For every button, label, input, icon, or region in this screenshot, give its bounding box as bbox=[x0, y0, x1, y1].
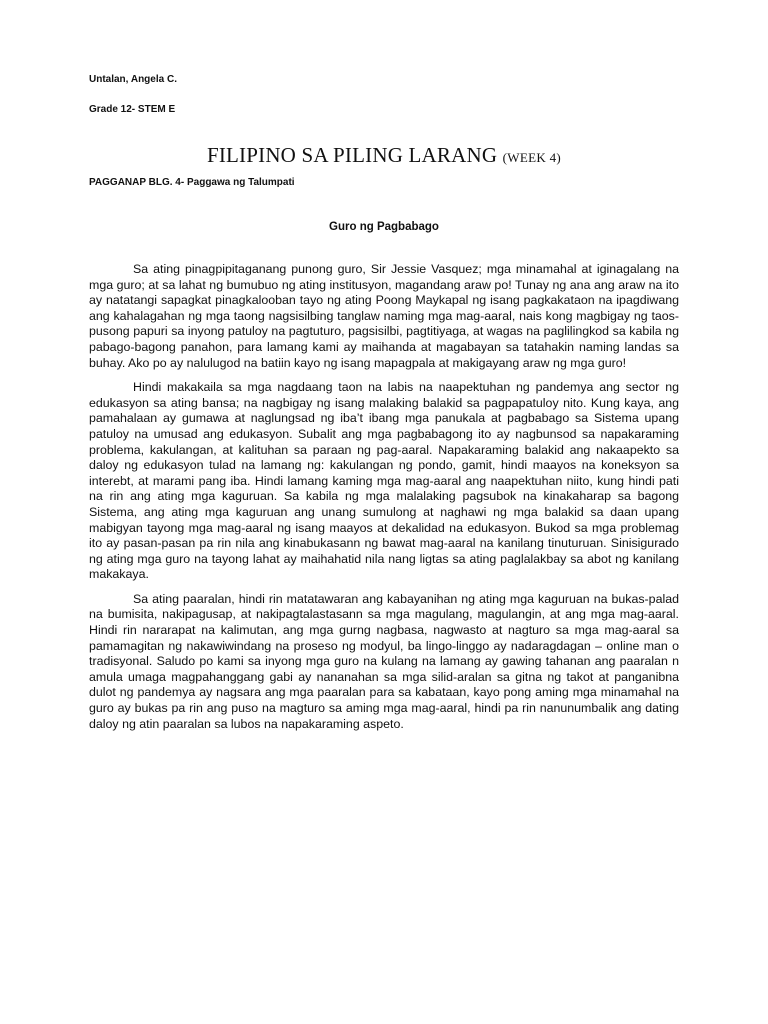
paragraph: Sa ating paaralan, hindi rin matatawaran ang kabayanihan ng ating mga kaguruan na bukas-palad na bumisita, nakipagusap, at nakipagtalastasann sa mga magulang, magulangin, at ang mga mag-aaral. Hindi rin nararapat na kalimutan, ang mga gurng nagbasa, nagwasto at nagturo sa mga mag-aaral sa pamamagitan ng nakawiwindang na proseso ng modyul, ba lingo-linggo ay nadaragdagan – online man o tradisyonal. Saludo po kami sa inyong mga guro na kulang na lamang ay gawing tahanan ang paaralan n amula umaga magpahanggang gabi ay nananahan sa mga silid-aralan sa gitna ng takot at panganibna dulot ng pandemya ay nagsara ang mga paaralan para sa kabataan, kayo pong aming mga minamahal na guro ay bukas pa rin ang puso na magturo sa aming mga mag-aaral, hindi pa rin nanunumbalik ang dating daloy ng atin paaralan sa lubos na napakaraming aspeto. bbox=[89, 591, 679, 731]
document-title bbox=[0, 142, 768, 171]
grade-section: Grade 12- STEM E bbox=[89, 104, 176, 115]
paragraph: Hindi makakaila sa mga nagdaang taon na labis na naapektuhan ng pandemya ang sector ng edukasyon sa ating bansa; na nagbigay ng isang malaking balakid sa pagpapatuloy nito. Kung kaya, ang pamahalaan ay gumawa at naglungsad ng iba’t ibang mga panukala at pagbabago sa Sistema upang patuloy na umusad ang edukasyon. Subalit ang mga pagbabagong ito ay nagbunsod sa napakaraming problema, kakulangan, at kalituhan sa paraan ng pag-aaral. Napakaraming balakid ang nakaapekto sa daloy ng edukasyon tulad na lamang ng: kakulangan ng pondo, gamit, hindi maayos na koneksyon sa interebt, at marami pang iba. Hindi lamang kaming mga mag-aaral ang naapektuhan niito, kung hindi pati na rin ang ating mga kaguruan. Sa kabila ng mga malalaking pagsubok na kinakaharap sa bagong Sistema, ang ating mga kaguruan ang unang sumulong at naghawi ng mga balakid sa daan upang mabigyan tayong mga mag-aaral ng isang maayos at dekalidad na edukasyon. Bukod sa mga problemag ito ay pasan-pasan pa rin nila ang kinabukasann ng bawat mag-aaral na kanilang tinuturuan. Sinisigurado ng ating mga guro na tayong lahat ay maihahatid nila nang ligtas sa ating paglalakbay sa abot ng kanilang makakaya. bbox=[89, 380, 679, 582]
title-main: FILIPINO SA PILING LARANG bbox=[206, 143, 498, 167]
task-label: PAGGANAP BLG. 4- Paggawa ng Talumpati bbox=[89, 177, 295, 188]
speech-title: Guro ng Pagbabago bbox=[329, 221, 439, 233]
speech-body bbox=[89, 262, 679, 741]
paragraph: Sa ating pinagpipitaganang punong guro, Sir Jessie Vasquez; mga minamahal at iginagalang na mga guro; at sa lahat ng bumubuo ng ating institusyon, magandang araw po! Tunay ng ana ang araw na ito ay natatangi sapagkat pinagkalooban tayo ng ating Poong Maykapal ng isang pagkakataon na ipagdiwang ang kahalagahan ng mga taong nagsisilbing tanglaw naming mga mag-aaral, nais kong magbigay ng taos-pusong papuri sa inyong patuloy na pagtuturo, pagsisilbi, pagtitiyaga, at wagas na paglilingkod sa kabila ng pabago-bagong panahon, para lamang kami ay maihanda at magabayan sa tatahakin naming landas sa buhay. Ako po ay nalulugod na batiin kayo ng isang mapagpala at makigayang araw ng mga guro! bbox=[89, 262, 679, 370]
title-week: (WEEK 4) bbox=[502, 150, 562, 165]
student-name: Untalan, Angela C. bbox=[89, 74, 177, 85]
